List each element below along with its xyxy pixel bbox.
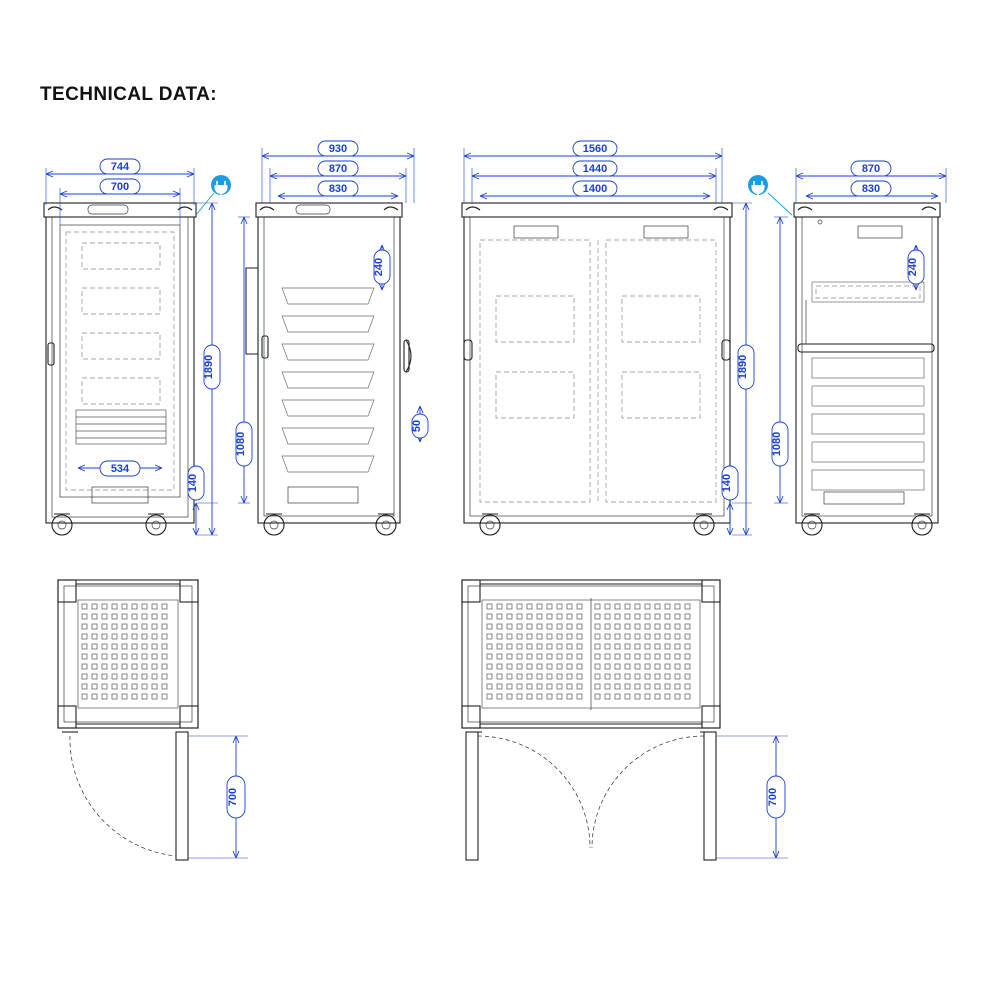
view-single-door-top [58,580,248,860]
dim-1080: 1080 [235,431,247,457]
view-single-door-side [235,141,428,535]
dim-700-top-single: 700 [227,787,239,807]
dim-1560: 1560 [582,143,608,155]
dim-744: 744 [110,161,130,173]
dim-870: 870 [861,163,881,175]
view-double-door-top [462,580,788,860]
dim-930: 930 [328,143,348,155]
power-plug-icon-left [196,175,231,215]
dim-1890: 1890 [737,354,749,380]
view-single-door-front [44,159,220,535]
power-plug-icon-right [748,175,792,215]
dim-240: 240 [907,257,919,277]
dim-50: 50 [411,419,423,433]
dim-700: 700 [110,181,130,193]
dim-700-top-double: 700 [767,787,779,807]
dim-140: 140 [187,473,199,493]
dim-1400: 1400 [582,183,608,195]
dim-140: 140 [721,473,733,493]
dim-1440: 1440 [582,163,608,175]
dim-870: 870 [328,163,348,175]
view-double-door-front [462,141,754,535]
dim-1890: 1890 [203,354,215,380]
view-double-door-side [771,161,946,535]
dim-830: 830 [861,183,881,195]
dim-240: 240 [373,257,385,277]
dim-534: 534 [110,463,130,475]
page-title: TECHNICAL DATA: [40,84,217,105]
dim-830: 830 [328,183,348,195]
dim-1080: 1080 [771,431,783,457]
